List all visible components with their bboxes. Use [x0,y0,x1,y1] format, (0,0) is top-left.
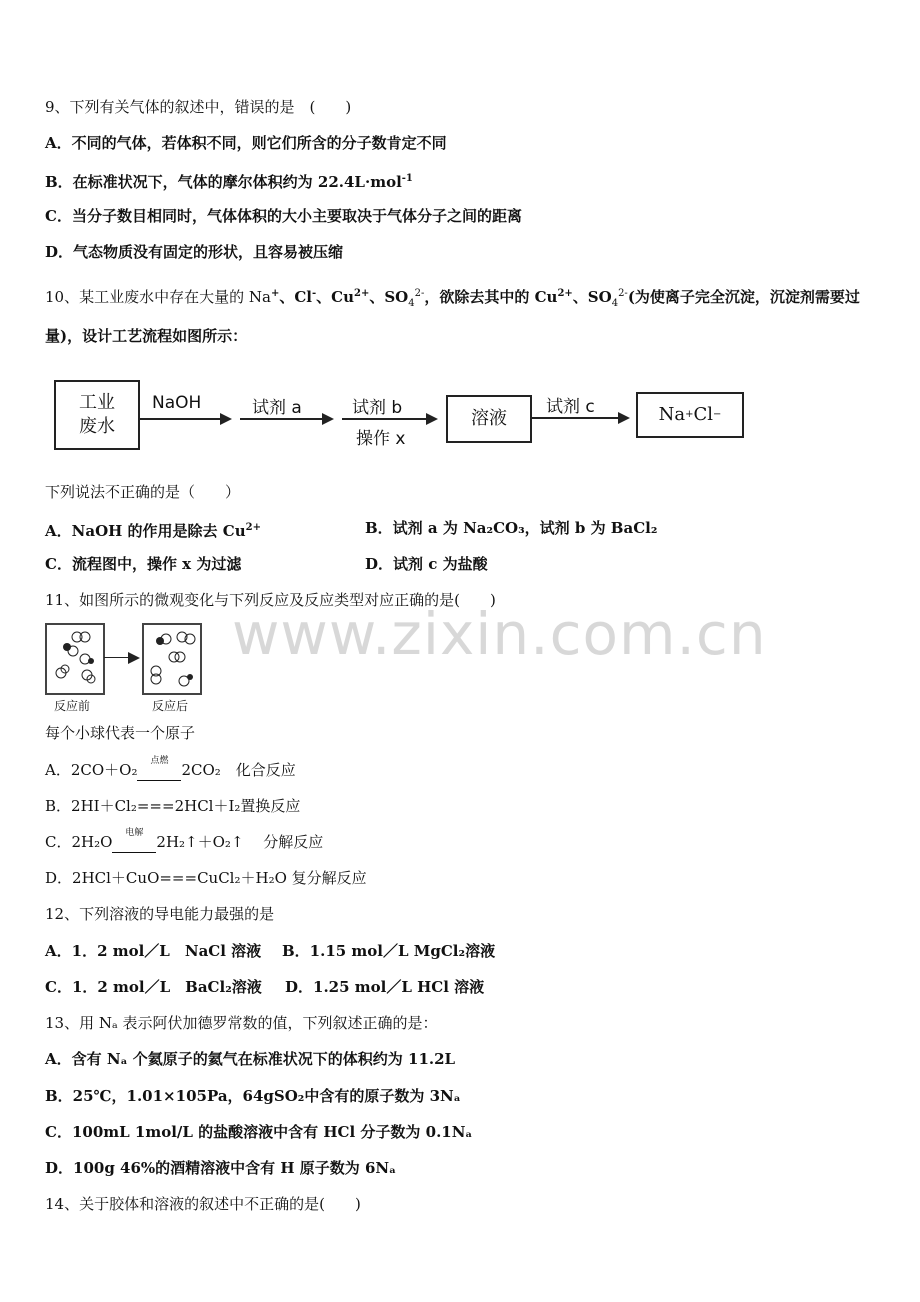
caption-after: 反应后 [152,699,189,713]
q10-stem-line1: 10、某工业废水中存在大量的 Na+、Cl-、$Cu^{2+}$、$SO_4^{2-}$，欲除去其中的 $Cu^{2+}$、$SO_4^{2-}$(为使离子完全沉淀，沉淀剂需要过 [45,288,860,309]
condition-electrolysis: 电解 [112,832,156,853]
flow-label-naoh: NaOH [152,393,202,413]
q12-stem: 12、下列溶液的导电能力最强的是 [45,905,275,923]
molecules-before-icon [47,625,103,693]
flow-arrow-4 [532,417,628,419]
q14-stem: 14、关于胶体和溶液的叙述中不正确的是( ) [45,1195,361,1213]
molecules-after-icon [144,625,200,693]
q11-option-b: B．2HI＋Cl₂===2HCl＋I₂置换反应 [45,797,301,815]
q13-option-d: D．100g 46%的酒精溶液中含有 H 原子数为 6Nₐ [45,1159,397,1177]
flow-label-operation-x: 操作 x [356,429,406,449]
micro-arrow [104,657,138,658]
condition-ignite: 点燃 [137,760,181,781]
q12-option-d: D．1.25 mol／L HCl 溶液 [285,978,485,996]
q10-ask: 下列说法不正确的是（ ） [45,483,241,501]
q9-stem: 9、下列有关气体的叙述中，错误的是 ( ) [45,98,352,116]
caption-before: 反应前 [54,699,91,713]
flow-arrow-3 [342,418,436,420]
flow-label-reagent-a: 试剂 a [252,398,302,418]
flow-label-reagent-b: 试剂 b [352,398,403,418]
q11-option-a: A．2CO＋O₂ 点燃 2CO₂ 化合反应 [45,756,296,779]
q13-option-c: C．100mL 1mol/L 的盐酸溶液中含有 HCl 分子数为 0.1Nₐ [45,1123,473,1141]
q11-note: 每个小球代表一个原子 [45,724,196,742]
flow-box-solution: 溶液 [446,395,532,443]
q10-option-d: D．试剂 c 为盐酸 [365,555,488,573]
q10-option-c: C．流程图中，操作 x 为过滤 [45,555,242,573]
micro-box-after [142,623,202,695]
q11-option-d: D．2HCl＋CuO===CuCl₂＋H₂O 复分解反应 [45,869,367,887]
flow-label-reagent-c: 试剂 c [546,397,595,417]
q11-stem: 11、如图所示的微观变化与下列反应及反应类型对应正确的是( ) [45,591,496,609]
micro-box-before [45,623,105,695]
watermark: www.zixin.com.cn [232,600,767,668]
q9-option-a: A．不同的气体，若体积不同，则它们所含的分子数肯定不同 [45,134,447,152]
q13-stem: 13、用 Nₐ 表示阿伏加德罗常数的值，下列叙述正确的是： [45,1014,438,1032]
q9-option-c: C．当分子数目相同时，气体体积的大小主要取决于气体分子之间的距离 [45,207,522,225]
flow-arrow-1 [138,418,230,420]
flow-arrow-2 [240,418,332,420]
q10-option-a: A．NaOH 的作用是除去 $Cu^{2+}$ [45,522,261,540]
q9-option-d: D．气态物质没有固定的形状，且容易被压缩 [45,243,344,261]
q12-option-b: B．1.15 mol／L MgCl₂溶液 [282,942,496,960]
q12-option-c: C．1．2 mol／L BaCl₂溶液 [45,978,262,996]
flow-box-product: Na + Cl − [636,392,744,438]
flow-box-wastewater: 工业 废水 [54,380,140,450]
q9-option-b: B．在标准状况下，气体的摩尔体积约为 22.4L·mol$^{-1}$ [45,173,413,191]
q13-option-a: A．含有 Nₐ 个氦原子的氦气在标准状况下的体积约为 11.2L [45,1050,456,1068]
q13-option-b: B．25℃，1.01×105Pa，64gSO₂中含有的原子数为 3Nₐ [45,1087,461,1105]
q12-option-a: A．1．2 mol／L NaCl 溶液 [45,942,262,960]
q10-stem-line2: 量)，设计工艺流程如图所示： [45,327,248,345]
q10-option-b: B．试剂 a 为 Na₂CO₃，试剂 b 为 BaCl₂ [365,519,658,537]
q11-option-c: C．2H₂O 电解 2H₂↑＋O₂↑ 分解反应 [45,828,324,851]
